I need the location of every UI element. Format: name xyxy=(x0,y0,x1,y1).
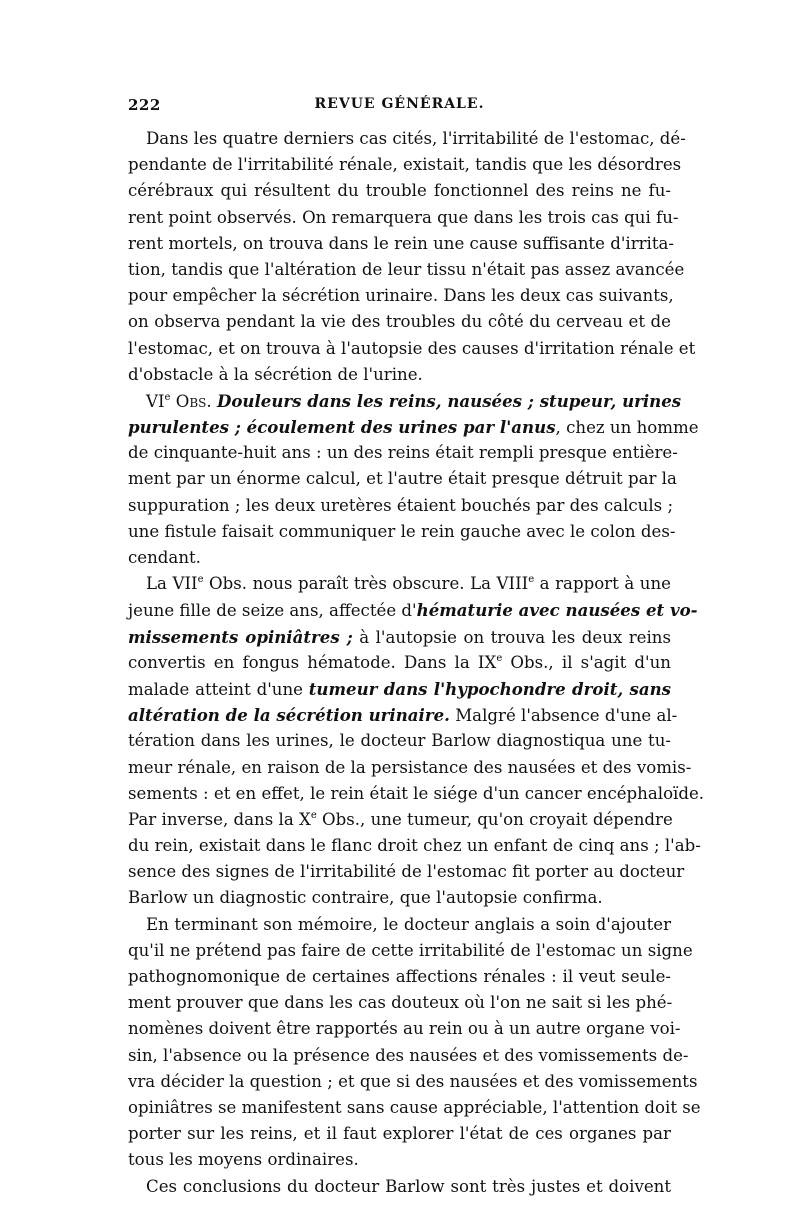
text-line xyxy=(128,571,671,597)
running-title: REVUE GÉNÉRALE. xyxy=(314,96,485,112)
paragraph xyxy=(128,912,701,1174)
superscript: e xyxy=(528,574,535,586)
text-line: En terminant son mémoire, le docteur anglais a soin d'ajouter xyxy=(146,914,671,934)
paragraph xyxy=(128,126,696,388)
text-line: tion, tandis que l'altération de leur tissu n'était pas assez avancée xyxy=(128,259,685,279)
text-line: cérébraux qui résultent du trouble fonctionnel des reins ne fu- xyxy=(128,181,671,201)
text-run: La VII xyxy=(146,574,198,594)
text-line: cendant. xyxy=(128,548,201,567)
text-run: malade atteint d'une xyxy=(128,679,309,699)
italic-run: Douleurs dans les reins, nausées ; stupeur, urines xyxy=(216,390,682,411)
body-text xyxy=(128,126,705,1200)
text-line: vra décider la question ; et que si des nausées et des vomissements xyxy=(128,1071,698,1091)
text-run: Obs. nous paraît très obscure. La VIII xyxy=(203,574,529,594)
text-line xyxy=(128,676,671,702)
superscript: e xyxy=(197,574,204,586)
italic-run: hématurie avec nausées et vo- xyxy=(416,600,698,621)
text-run: à l'autopsie on trouva les deux reins xyxy=(352,627,671,647)
text-line: de cinquante-huit ans : un des reins était rempli presque entière- xyxy=(128,443,678,463)
text-line xyxy=(128,388,682,414)
text-line: sements : et en effet, le rein était le siége d'un cancer encéphaloïde. xyxy=(128,783,705,803)
text-line xyxy=(128,597,698,623)
text-line: rent point observés. On remarquera que dans les trois cas qui fu- xyxy=(128,207,679,227)
paragraph xyxy=(128,571,705,911)
text-line xyxy=(128,702,678,728)
text-line: suppuration ; les deux uretères étaient bouchés par des calculs ; xyxy=(128,495,674,515)
text-line: opiniâtres se manifestent sans cause appréciable, l'attention doit se xyxy=(128,1097,701,1117)
text-line: porter sur les reins, et il faut explorer l'état de ces organes par xyxy=(128,1124,671,1144)
text-run: convertis en fongus hématode. Dans la IX xyxy=(128,652,497,672)
text-line: on observa pendant la vie des troubles du côté du cerveau et de xyxy=(128,312,671,332)
text-run: Obs., il s'agit d'un xyxy=(502,652,671,672)
text-run: VI xyxy=(146,391,165,411)
text-line: meur rénale, en raison de la persistance des nausées et des vomis- xyxy=(128,757,692,777)
text-line: du rein, existait dans le flanc droit chez un enfant de cinq ans ; l'ab- xyxy=(128,836,701,856)
italic-run: altération de la sécrétion urinaire. xyxy=(128,705,450,726)
text-line: sence des signes de l'irritabilité de l'estomac fit porter au docteur xyxy=(128,862,685,882)
italic-run: missements opiniâtres ; xyxy=(128,626,353,647)
italic-run: tumeur dans l'hypochondre droit, sans xyxy=(308,678,671,699)
text-line: Ces conclusions du docteur Barlow sont très justes et doivent xyxy=(146,1176,671,1196)
text-line: sin, l'absence ou la présence des nausées et des vomissements de- xyxy=(128,1045,689,1065)
text-line: pour empêcher la sécrétion urinaire. Dans les deux cas suivants, xyxy=(128,286,674,306)
text-line: l'estomac, et on trouva à l'autopsie des causes d'irritation rénale et xyxy=(128,338,696,358)
text-run: Malgré l'absence d'une al- xyxy=(449,706,678,726)
superscript: e xyxy=(164,391,171,403)
text-run: a rapport à une xyxy=(534,574,671,594)
text-line: ment prouver que dans les cas douteux où l'on ne sait si les phé- xyxy=(128,993,673,1013)
text-run: Par inverse, dans la X xyxy=(128,809,311,829)
text-line: d'obstacle à la sécrétion de l'urine. xyxy=(128,364,423,384)
text-line xyxy=(128,807,671,833)
text-run: , chez un homme xyxy=(555,418,699,438)
superscript: e xyxy=(496,652,503,664)
text-line xyxy=(128,414,699,440)
text-line: nomènes doivent être rapportés au rein ou à un autre organe voi- xyxy=(128,1019,681,1039)
text-run: Obs., une tumeur, qu'on croyait dépendre xyxy=(316,809,673,829)
text-line: pathognomonique de certaines affections rénales : il veut seule- xyxy=(128,967,671,986)
text-line xyxy=(128,624,671,650)
superscript: e xyxy=(310,809,317,821)
text-line: rent mortels, on trouva dans le rein une cause suffisante d'irrita- xyxy=(128,233,675,253)
text-line: ment par un énorme calcul, et l'autre était presque détruit par la xyxy=(128,469,677,489)
text-line: qu'il ne prétend pas faire de cette irritabilité de l'estomac un signe xyxy=(128,940,693,960)
text-line: Barlow un diagnostic contraire, que l'autopsie confirma. xyxy=(128,888,603,908)
paragraph xyxy=(128,388,699,571)
book-page xyxy=(128,96,705,1200)
paragraph xyxy=(128,1174,671,1200)
text-run: Obs. xyxy=(170,391,217,411)
text-run: jeune fille de seize ans, affectée d' xyxy=(128,601,417,621)
text-line: une fistule faisait communiquer le rein gauche avec le colon des- xyxy=(128,521,676,541)
page-header xyxy=(128,96,671,126)
text-line: tération dans les urines, le docteur Barlow diagnostiqua une tu- xyxy=(128,731,671,751)
italic-run: purulentes ; écoulement des urines par l'anus xyxy=(128,417,556,438)
text-line: tous les moyens ordinaires. xyxy=(128,1150,359,1170)
text-line xyxy=(128,650,671,676)
page-number: 222 xyxy=(128,96,161,114)
text-line: pendante de l'irritabilité rénale, existait, tandis que les désordres xyxy=(128,155,682,175)
text-line: Dans les quatre derniers cas cités, l'irritabilité de l'estomac, dé- xyxy=(146,129,686,148)
